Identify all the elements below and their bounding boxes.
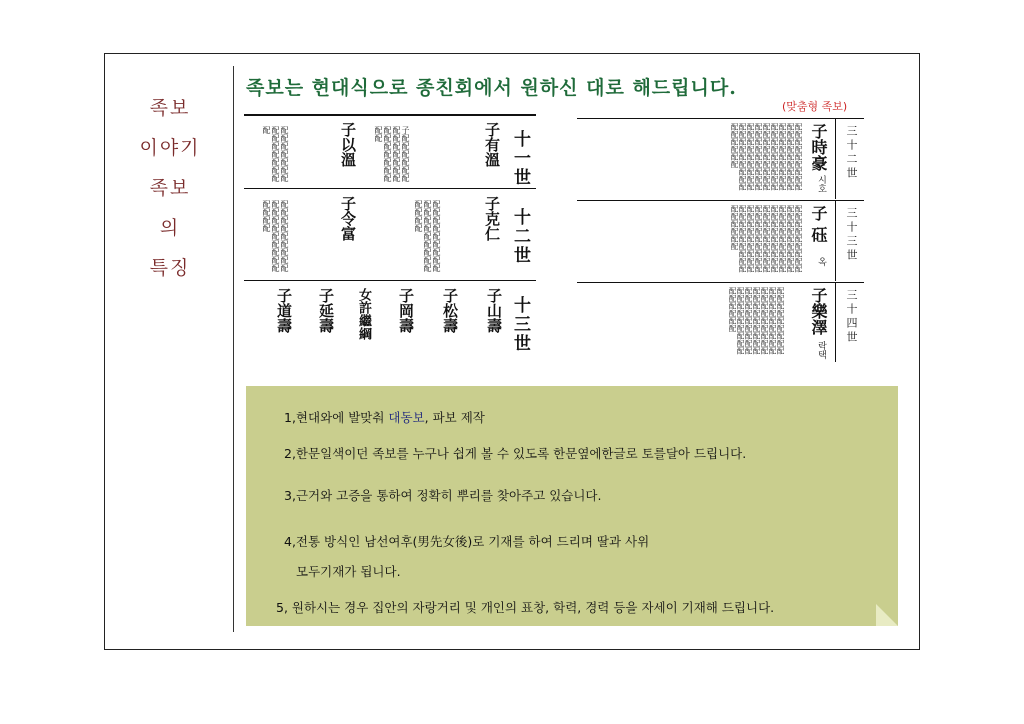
- genealogy-scan-right: [577, 114, 864, 362]
- person-name: 子時豪: [809, 123, 828, 171]
- feature-highlight: 대동보: [388, 410, 425, 425]
- feature-box: [246, 386, 898, 626]
- vertical-divider: [233, 66, 234, 632]
- genealogy-scan-left: [244, 114, 536, 370]
- scan-text-block: 配配配配配配配配配配配配配配配: [262, 126, 289, 182]
- scan-row: [577, 282, 864, 362]
- person-name: 子延壽: [317, 288, 335, 333]
- generation-cell: [835, 283, 864, 362]
- generation-label: 十三世: [510, 296, 530, 353]
- scan-row: [244, 282, 536, 370]
- page-curl: [876, 604, 898, 626]
- side-title-line: 의: [159, 217, 181, 239]
- name-reading: 옥: [816, 257, 826, 266]
- feature-item: [284, 408, 485, 426]
- side-title-line: 족보: [149, 177, 191, 199]
- scan-row: [244, 190, 536, 281]
- person-name: 子山壽: [485, 288, 503, 333]
- person-name: 女許繼綱: [356, 288, 371, 340]
- feature-item: 5, 원하시는 경우 집안의 자랑거리 및 개인의 표창, 학력, 경력 등을 자세이 기재해 드립니다.: [276, 600, 775, 615]
- scan-text-block: 配配配配配配配配配配配配配配配配配配配配配配: [414, 200, 441, 272]
- scan-text-block: 子配配配配配配配配配配配配配配配配配配配配配配: [374, 126, 410, 182]
- generation-cell: [835, 119, 864, 199]
- headline: 족보는 현대식으로 종친회에서 원하신 대로 해드립니다.: [246, 77, 737, 99]
- side-title-line: 이야기: [139, 137, 201, 159]
- feature-item: 모두기재가 됩니다.: [296, 564, 401, 579]
- generation-label: 十二世: [510, 208, 530, 265]
- generation-label: 三十二世: [845, 125, 858, 181]
- person-name: 子松壽: [441, 288, 459, 333]
- generation-label: 十一世: [510, 130, 530, 187]
- feature-text: , 파보 제작: [424, 410, 485, 425]
- scan-row: [577, 118, 864, 199]
- name-reading: 락택: [816, 341, 826, 359]
- scan-text-block: 配配配配配配配配配配配配配配配配配配配配配配: [262, 200, 289, 272]
- scan-text-block: 配配配配配配配配配配配配配配配配配配配配配配配配配配配配配配配配配配配配配配配配配配配配配配配配配配配配配配配配配配配配: [728, 287, 785, 355]
- person-name: 子有溫: [483, 122, 501, 167]
- person-name: 子以溫: [339, 122, 357, 167]
- person-name: 子樂澤: [809, 287, 828, 335]
- scan-text-block: 配配配配配配配配配配配配配配配配配配配配配配配配配配配配配配配配配配配配配配配配配配配配配配配配配配配配配配配配配配配配配配配配配配配配配配配配配配配配配配: [730, 205, 803, 273]
- scan-row: [577, 200, 864, 281]
- feature-item: 3,근거와 고증을 통하여 정확히 뿌리를 찾아주고 있습니다.: [284, 488, 602, 503]
- person-name: 子 砡: [809, 205, 828, 243]
- feature-text: 1,현대와에 발맞춰: [284, 410, 389, 425]
- custom-note: (맞춤형 족보): [782, 100, 848, 113]
- feature-item: 4,전통 방식인 남선여후(男先女後)로 기재를 하여 드리며 딸과 사위: [284, 534, 650, 549]
- side-title: [130, 88, 210, 288]
- side-title-line: 특징: [149, 257, 191, 279]
- generation-label: 三十四世: [845, 289, 858, 345]
- name-reading: 시호: [816, 175, 826, 193]
- person-name: 子克仁: [483, 196, 501, 241]
- side-title-line: 족보: [149, 97, 191, 119]
- person-name: 子令富: [339, 196, 357, 241]
- feature-item: 2,한문일색이던 족보를 누구나 쉽게 볼 수 있도록 한문옆에한글로 토를달아 드립니다.: [284, 446, 747, 461]
- generation-cell: [835, 201, 864, 281]
- person-name: 子岡壽: [397, 288, 415, 333]
- scan-text-block: 配配配配配配配配配配配配配配配配配配配配配配配配配配配配配配配配配配配配配配配配配配配配配配配配配配配配配配配配配配配配配配配配配配配配配配配配配配配配配配: [730, 123, 803, 191]
- scan-row: [244, 116, 536, 189]
- generation-label: 三十三世: [845, 207, 858, 263]
- person-name: 子道壽: [275, 288, 293, 333]
